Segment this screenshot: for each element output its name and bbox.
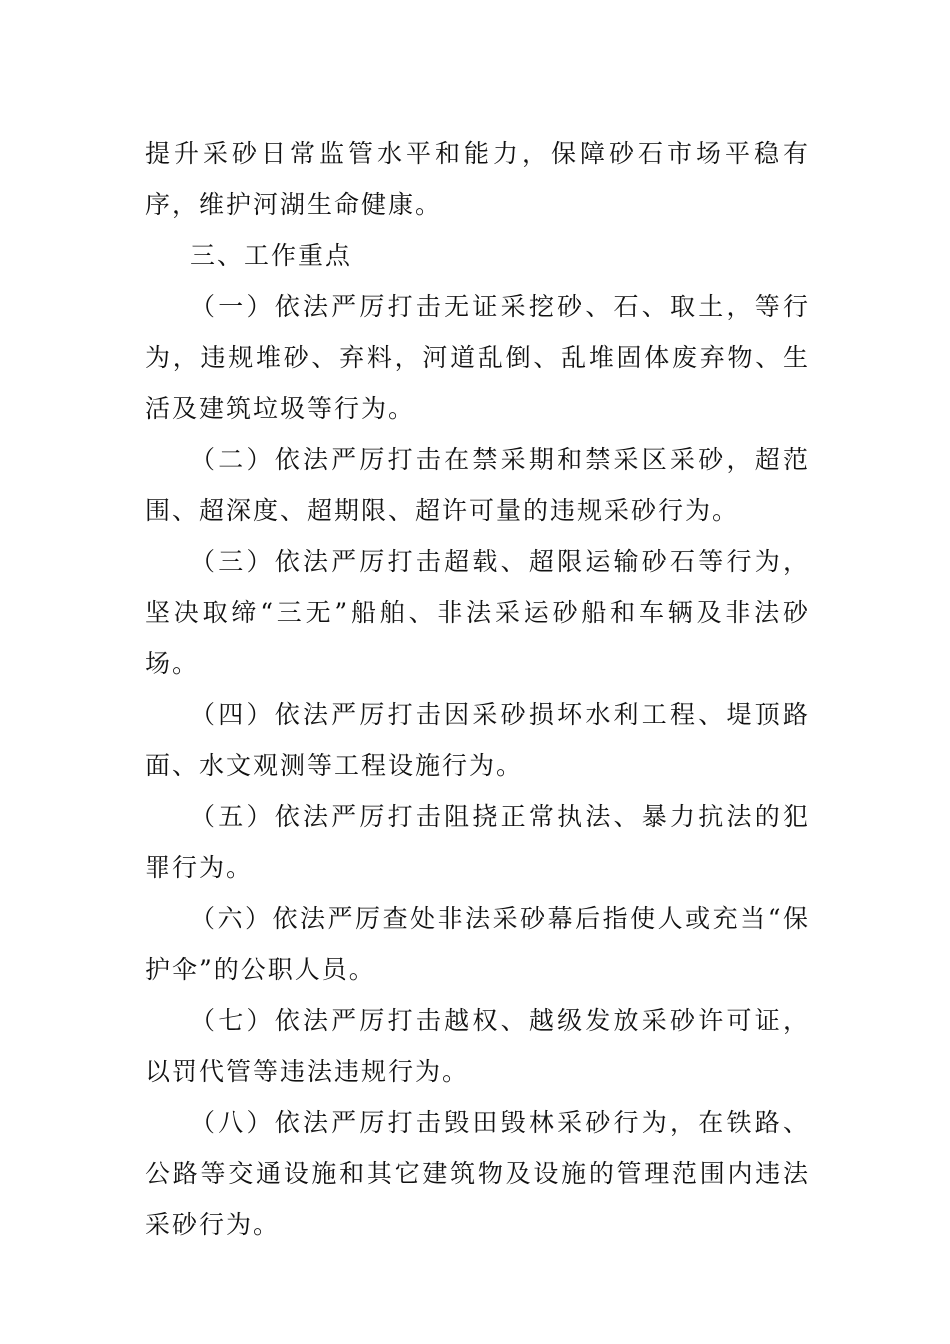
list-item-4: （四）依法严厉打击因采砂损坏水利工程、堤顶路面、水文观测等工程设施行为。 — [145, 700, 810, 780]
list-item-6: （六）依法严厉查处非法采砂幕后指使人或充当“保护伞”的公职人员。 — [145, 904, 810, 984]
list-item-5: （五）依法严厉打击阻挠正常执法、暴力抗法的犯罪行为。 — [145, 802, 810, 882]
list-item-7: （七）依法严厉打击越权、越级发放采砂许可证，以罚代管等违法违规行为。 — [145, 1006, 810, 1086]
list-item-1: （一）依法严厉打击无证采挖砂、石、取土，等行为，违规堆砂、弃料，河道乱倒、乱堆固体废弃物、生活及建筑垃圾等行为。 — [145, 292, 810, 423]
paragraph-continuation: 提升采砂日常监管水平和能力，保障砂石市场平稳有序，维护河湖生命健康。 — [145, 139, 810, 219]
section-heading: 三、工作重点 — [190, 241, 353, 270]
list-item-2: （二）依法严厉打击在禁采期和禁采区采砂，超范围、超深度、超期限、超许可量的违规采砂行为。 — [145, 445, 810, 525]
document-body — [145, 128, 810, 1250]
list-item-8: （八）依法严厉打击毁田毁林采砂行为，在铁路、公路等交通设施和其它建筑物及设施的管理范围内违法采砂行为。 — [145, 1108, 810, 1239]
list-item-3: （三）依法严厉打击超载、超限运输砂石等行为，坚决取缔“三无”船舶、非法采运砂船和车辆及非法砂场。 — [145, 547, 810, 678]
